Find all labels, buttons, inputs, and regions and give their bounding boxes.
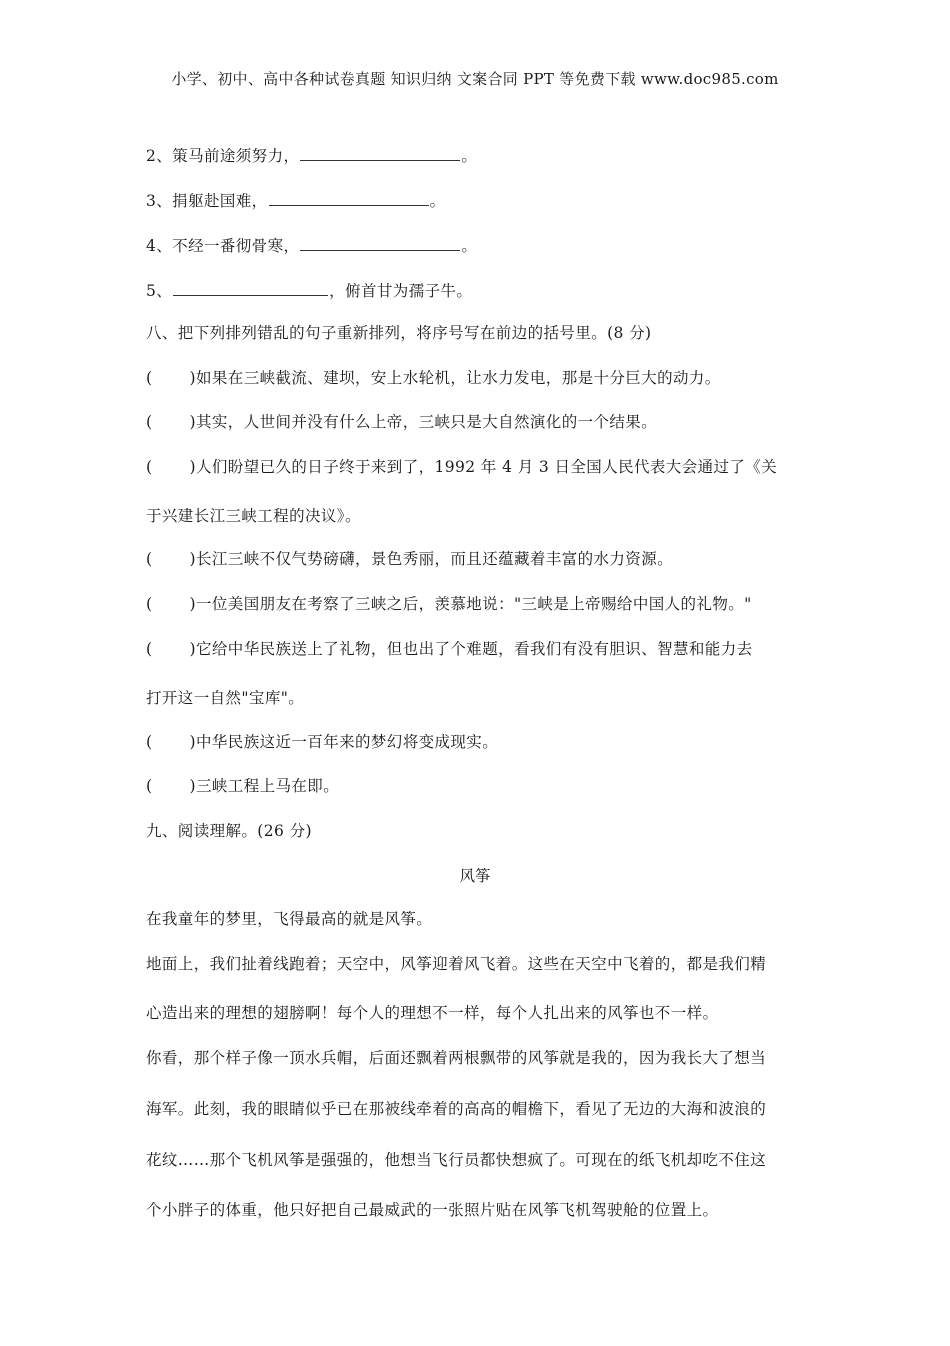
reorder-item <box>146 594 752 614</box>
sentence: 如果在三峡截流、建坝，安上水轮机，让水力发电，那是十分巨大的动力。 <box>196 369 721 387</box>
answer-blank[interactable] <box>269 191 429 206</box>
sentence: 长江三峡不仅气势磅礴，景色秀丽，而且还蕴藏着丰富的水力资源。 <box>196 550 674 568</box>
passage-line: 个小胖子的体重，他只好把自己最威武的一张照片贴在风筝飞机驾驶舱的位置上。 <box>146 1201 719 1219</box>
item-text-end: 。 <box>461 237 478 255</box>
passage-line: 花纹……那个飞机风筝是强强的，他想当飞行员都快想疯了。可现在的纸飞机却吃不住这 <box>146 1151 767 1169</box>
answer-paren[interactable]: ( ) <box>146 458 196 476</box>
item-text: 不经一番彻骨寒， <box>172 237 300 255</box>
section-8-title: 八、把下列排列错乱的句子重新排列，将序号写在前边的括号里。(8 分) <box>146 324 652 342</box>
answer-paren[interactable]: ( ) <box>146 733 196 751</box>
answer-blank[interactable] <box>300 236 460 251</box>
sentence: 一位美国朋友在考察了三峡之后，羡慕地说："三峡是上帝赐给中国人的礼物。" <box>196 595 752 613</box>
item-text-end: ，俯首甘为孺子牛。 <box>329 282 473 300</box>
passage-line: 心造出来的理想的翅膀啊！每个人的理想不一样，每个人扎出来的风筝也不一样。 <box>146 1004 719 1022</box>
reorder-item <box>146 732 498 752</box>
item-number: 2、 <box>146 147 173 165</box>
answer-paren[interactable]: ( ) <box>146 640 196 658</box>
passage-line: 在我童年的梦里，飞得最高的就是风筝。 <box>146 910 433 928</box>
answer-paren[interactable]: ( ) <box>146 369 196 387</box>
item-text: 捐躯赴国难， <box>172 192 268 210</box>
item-number: 3、 <box>146 192 173 210</box>
answer-paren[interactable]: ( ) <box>146 777 196 795</box>
item-text-end: 。 <box>461 147 478 165</box>
item-number: 5、 <box>146 282 173 300</box>
fill-blank-item <box>146 281 472 301</box>
passage-line: 你看，那个样子像一顶水兵帽，后面还飘着两根飘带的风筝就是我的，因为我长大了想当 <box>146 1049 767 1067</box>
answer-paren[interactable]: ( ) <box>146 550 196 568</box>
answer-blank[interactable] <box>300 146 460 161</box>
sentence-continuation: 打开这一自然"宝库"。 <box>146 689 305 707</box>
sentence: 三峡工程上马在即。 <box>196 777 340 795</box>
answer-blank[interactable] <box>173 281 328 296</box>
answer-paren[interactable]: ( ) <box>146 595 196 613</box>
item-number: 4、 <box>146 237 173 255</box>
fill-blank-item <box>146 236 477 256</box>
reorder-item <box>146 412 657 432</box>
section-9-title: 九、阅读理解。(26 分) <box>146 822 312 840</box>
reorder-item <box>146 457 777 477</box>
page-header: 小学、初中、高中各种试卷真题 知识归纳 文案合同 PPT 等免费下载 www.doc985.com <box>171 70 779 88</box>
fill-blank-item <box>146 191 445 211</box>
sentence: 中华民族这近一百年来的梦幻将变成现实。 <box>196 733 499 751</box>
passage-line: 地面上，我们扯着线跑着；天空中，风筝迎着风飞着。这些在天空中飞着的，都是我们精 <box>146 955 767 973</box>
answer-paren[interactable]: ( ) <box>146 413 196 431</box>
reorder-item <box>146 368 721 388</box>
fill-blank-item <box>146 146 477 166</box>
passage-title: 风筝 <box>459 867 491 885</box>
item-text-end: 。 <box>429 192 446 210</box>
sentence: 人们盼望已久的日子终于来到了，1992 年 4 月 3 日全国人民代表大会通过了《关 <box>196 458 778 476</box>
sentence: 它给中华民族送上了礼物，但也出了个难题，看我们有没有胆识、智慧和能力去 <box>196 640 753 658</box>
sentence-continuation: 于兴建长江三峡工程的决议》。 <box>146 507 361 525</box>
reorder-item <box>146 549 673 569</box>
reorder-item <box>146 776 339 796</box>
passage-line: 海军。此刻，我的眼睛似乎已在那被线牵着的高高的帽檐下，看见了无边的大海和波浪的 <box>146 1100 767 1118</box>
reorder-item <box>146 639 753 659</box>
sentence: 其实，人世间并没有什么上帝，三峡只是大自然演化的一个结果。 <box>196 413 658 431</box>
item-text: 策马前途须努力， <box>172 147 300 165</box>
